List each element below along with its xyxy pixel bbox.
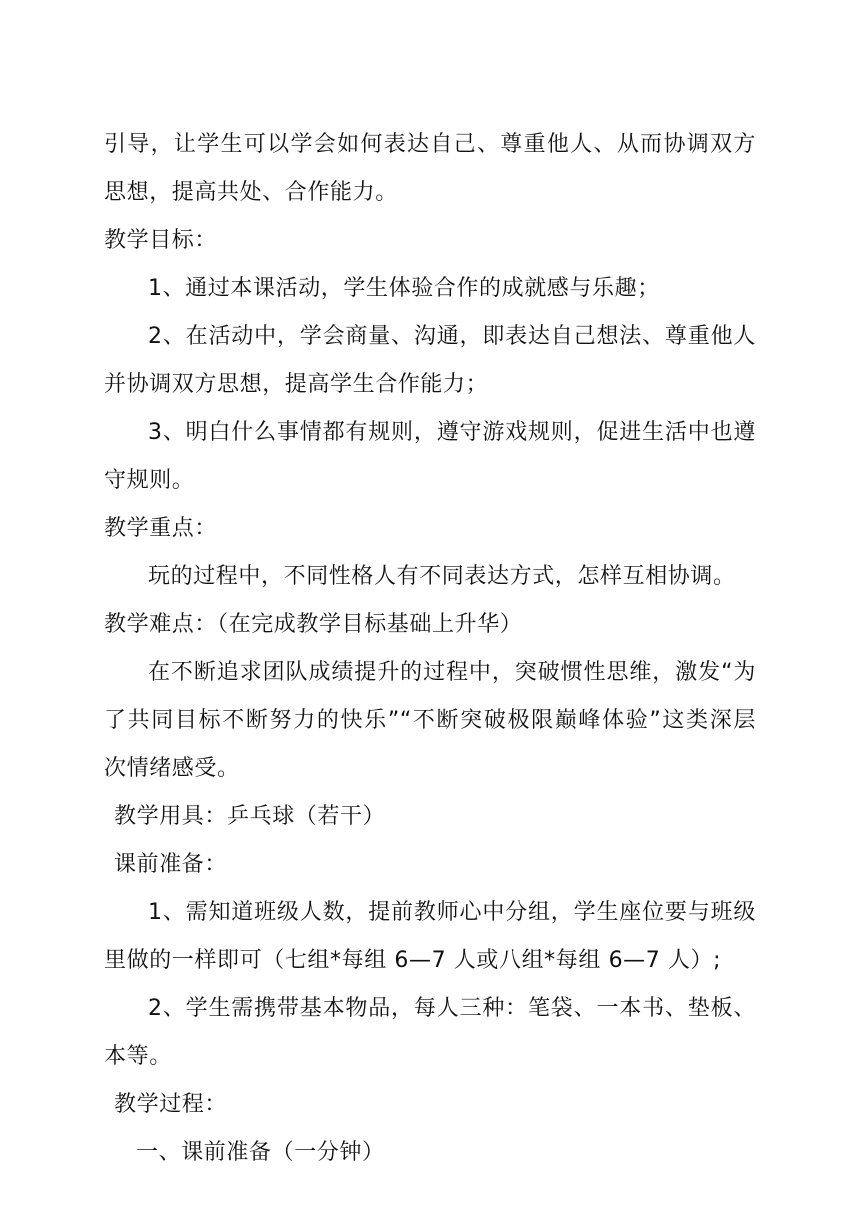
objective-1: 1、通过本课活动，学生体验合作的成就感与乐趣； xyxy=(148,276,660,301)
heading-preparation: 课前准备： xyxy=(114,852,228,877)
heading-difficult-points: 教学难点：（在完成教学目标基础上升华） xyxy=(104,612,523,637)
heading-key-points: 教学重点： xyxy=(104,516,218,541)
process-step-1: 一、课前准备（一分钟） xyxy=(136,1140,385,1165)
teaching-tools: 教学用具：乒乓球（若干） xyxy=(114,804,386,829)
preparation-2-line-2: 本等。 xyxy=(104,1044,172,1069)
preparation-1-line-2: 里做的一样即可（七组*每组 6—7 人或八组*每组 6—7 人）; xyxy=(104,948,722,973)
heading-teaching-process: 教学过程： xyxy=(114,1092,228,1117)
objective-2-line-1: 2、在活动中，学会商量、沟通，即表达自己想法、尊重他人 xyxy=(148,324,756,349)
objective-3-line-1: 3、明白什么事情都有规则，遵守游戏规则，促进生活中也遵 xyxy=(148,420,756,445)
objective-3-line-2: 守规则。 xyxy=(104,468,195,493)
key-points-text: 玩的过程中，不同性格人有不同表达方式，怎样互相协调。 xyxy=(148,564,736,589)
paragraph-intro-line-2: 思想，提高共处、合作能力。 xyxy=(104,180,398,205)
difficult-points-line-3: 次情绪感受。 xyxy=(104,756,240,781)
preparation-2-line-1: 2、学生需携带基本物品，每人三种：笔袋、一本书、垫板、 xyxy=(148,996,756,1021)
heading-teaching-objectives: 教学目标： xyxy=(104,228,218,253)
difficult-points-line-1: 在不断追求团队成绩提升的过程中，突破惯性思维，激发“为 xyxy=(148,660,756,685)
paragraph-intro-line-1: 引导，让学生可以学会如何表达自己、尊重他人、从而协调双方 xyxy=(104,132,756,157)
preparation-1-line-1: 1、需知道班级人数，提前教师心中分组，学生座位要与班级 xyxy=(148,900,756,925)
objective-2-line-2: 并协调双方思想，提高学生合作能力； xyxy=(104,372,489,397)
difficult-points-line-2: 了共同目标不断努力的快乐”“不断突破极限巅峰体验”这类深层 xyxy=(104,708,756,733)
